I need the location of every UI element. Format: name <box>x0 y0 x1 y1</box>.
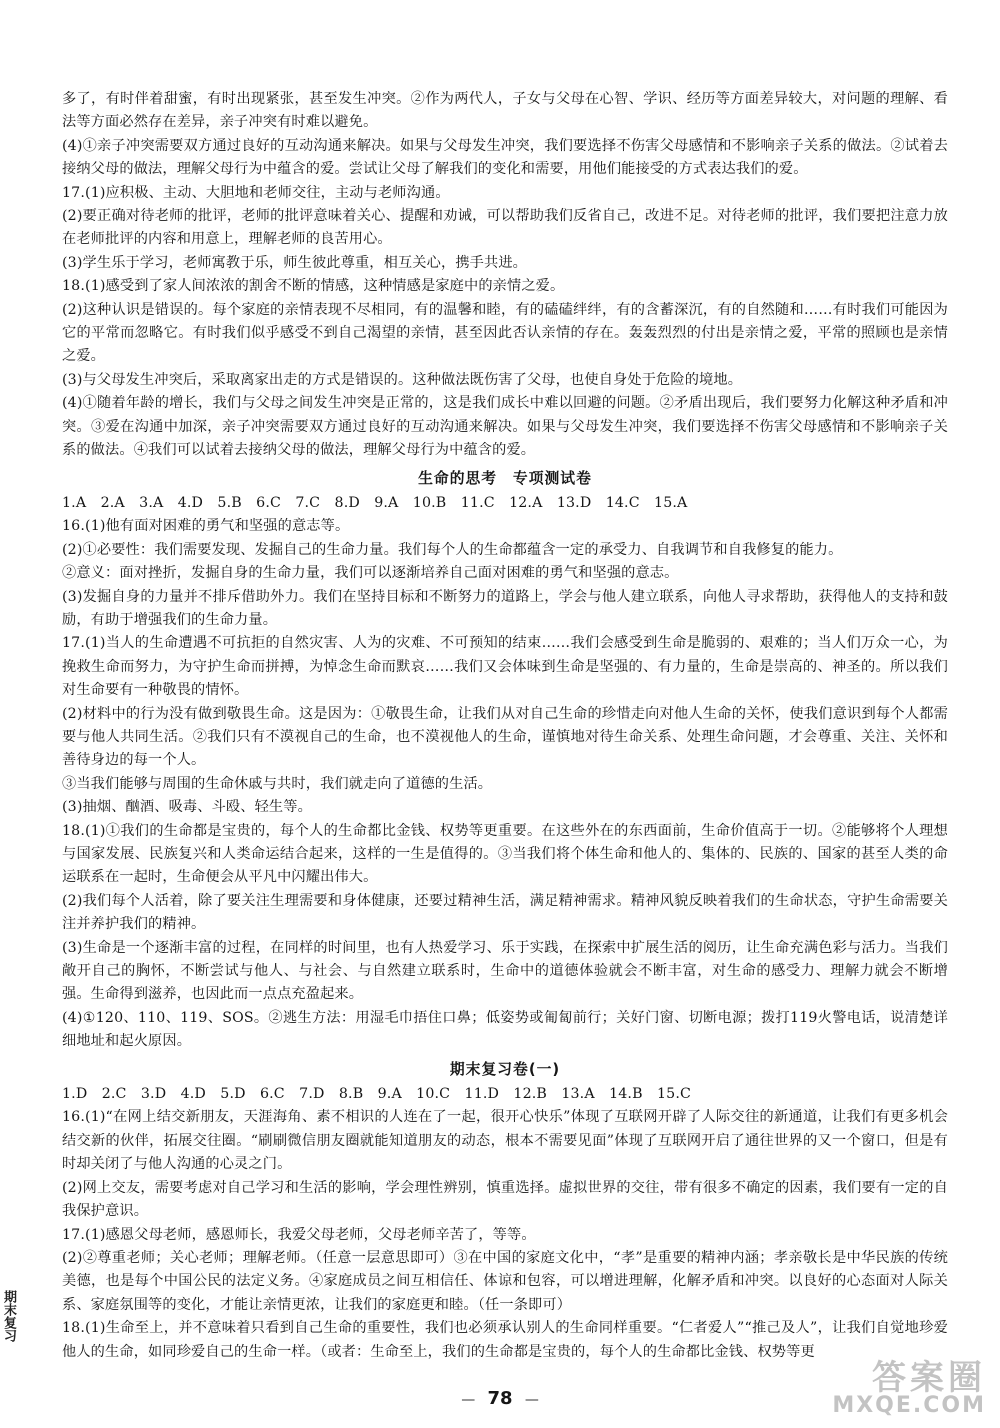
paragraph: 17.(1)当人的生命遭遇不可抗拒的自然灾害、人为的灾难、不可预知的结束……我们会感受到生命是脆弱的、艰难的；当人们万众一心，为挽救生命而努力，为守护生命而拼搏，为悼念生命而默哀……我们又会体味到生命是坚强的、有力量的，生命是崇高的、神圣的。所以我们对生命要有一种敬畏的情怀。 <box>62 635 948 699</box>
watermark-text: 答案圈 <box>872 1358 986 1398</box>
multiple-choice-answers: 1.D 2.C 3.D 4.D 5.D 6.C 7.D 8.B 9.A 10.C 11.D 12.B 13.A 14.B 15.C <box>62 1086 692 1103</box>
paragraph: (2)网上交友，需要考虑对自己学习和生活的影响，学会理性辨别，慎重选择。虚拟世界的交往，带有很多不确定的因素，我们要有一定的自我保护意识。 <box>62 1179 948 1220</box>
paragraph: 18.(1)①我们的生命都是宝贵的，每个人的生命都比金钱、权势等更重要。在这些外在的东西面前，生命价值高于一切。②能够将个人理想与国家发展、民族复兴和人类命运结合起来，这样的一生是值得的。③当我们将个体生命和他人的、集体的、民族的、国家的甚至人类的命运联系在一起时，生命便会从平凡中闪耀出伟大。 <box>62 822 948 886</box>
paragraph: 17.(1)应积极、主动、大胆地和老师交往，主动与老师沟通。 <box>62 184 450 201</box>
paragraph: (2)②尊重老师；关心老师；理解老师。（任意一层意思即可）③在中国的家庭文化中，“孝”是重要的精神内涵；孝亲敬长是中华民族的传统美德，也是每个中国公民的法定义务。④家庭成员之间互相信任、体谅和包容，可以增进理解，化解矛盾和冲突。以良好的心态面对人际关系、家庭氛围等的变化，才能让亲情更浓，让我们的家庭更和睦。（任一条即可） <box>62 1249 948 1313</box>
paragraph: (3)与父母发生冲突后，采取离家出走的方式是错误的。这种做法既伤害了父母，也使自身处于危险的境地。 <box>62 371 743 388</box>
paragraph: (2)要正确对待老师的批评，老师的批评意味着关心、提醒和劝诫，可以帮助我们反省自己，改进不足。对待老师的批评，我们要把注意力放在老师批评的内容和用意上，理解老师的良苦用心。 <box>62 208 948 248</box>
paragraph: 18.(1)生命至上，并不意味着只看到自己生命的重要性，我们也必须承认别人的生命同样重要。“仁者爱人”“推己及人”，让我们自觉地珍爱他人的生命，如同珍爱自己的生命一样。（或者：生命至上，我们的生命都是宝贵的，每个人的生命都比金钱、权势等更 <box>62 1320 948 1360</box>
page-dash-left: — <box>461 1392 476 1408</box>
page-dash-right: — <box>524 1392 539 1408</box>
paragraph: 18.(1)感受到了家人间浓浓的割舍不断的情感，这种情感是家庭中的亲情之爱。 <box>62 278 565 295</box>
section-title: 生命的思考 专项测试卷 <box>418 469 592 487</box>
paragraph: (4)①随着年龄的增长，我们与父母之间发生冲突是正常的，这是我们成长中难以回避的问题。②矛盾出现后，我们要努力化解这种矛盾和冲突。③爱在沟通中加深，亲子冲突需要双方通过良好的互动沟通来解决。如果与父母发生冲突，我们要选择不伤害父母感情和不影响亲子关系的做法。④我们可以试着去接纳父母的做法，理解父母行为中蕴含的爱。 <box>62 395 948 459</box>
side-tab-label: 期末复习 <box>1 1290 16 1342</box>
paragraph: (3)生命是一个逐渐丰富的过程，在同样的时间里，也有人热爱学习、乐于实践，在探索中扩展生活的阅历，让生命充满色彩与活力。当我们敞开自己的胸怀，不断尝试与他人、与社会、与自然建立联系时，生命中的道德体验就会不断丰富，对生命的感受力、理解力就会不断增强。生命得到滋养，也因此而一点点充盈起来。 <box>62 939 948 1003</box>
paragraph: (2)材料中的行为没有做到敬畏生命。这是因为：①敬畏生命，让我们从对自己生命的珍惜走向对他人生命的关怀，使我们意识到每个人都需要与他人共同生活。②我们只有不漠视自己的生命，也不漠视他人的生命，谨慎地对待生命关系、处理生命问题，才会尊重、关注、关怀和善待身边的每一个人。 <box>62 705 948 769</box>
paragraph: (2)我们每个人活着，除了要关注生理需要和身体健康，还要过精神生活，满足精神需求。精神风貌反映着我们的生命状态，守护生命需要关注并养护我们的精神。 <box>62 892 948 933</box>
paragraph: (3)发掘自身的力量并不排斥借助外力。我们在坚持目标和不断努力的道路上，学会与他人建立联系，向他人寻求帮助，获得他人的支持和鼓励，有助于增强我们的生命力量。 <box>62 588 948 628</box>
paragraph: (3)抽烟、酗酒、吸毒、斗殴、轻生等。 <box>62 799 312 816</box>
paragraph: (2)①必要性：我们需要发现、发掘自己的生命力量。我们每个人的生命都蕴含一定的承受力、自我调节和自我修复的能力。 <box>62 541 843 558</box>
paragraph: 多了，有时伴着甜蜜，有时出现紧张，甚至发生冲突。②作为两代人，子女与父母在心智、学识、经历等方面差异较大，对问题的理解、看法等方面必然存在差异，亲子冲突有时难以避免。 <box>62 91 948 131</box>
paragraph: ③当我们能够与周围的生命休戚与共时，我们就走向了道德的生活。 <box>62 775 493 792</box>
paragraph: (3)学生乐于学习，老师寓教于乐，师生彼此尊重，相互关心，携手共进。 <box>62 254 528 271</box>
paragraph: 16.(1)“在网上结交新朋友，天涯海角、素不相识的人连在了一起，很开心快乐”体现了互联网开辟了人际交往的新通道，让我们有更多机会结交新的伙伴，拓展交往圈。“刷刷微信朋友圈就能知道朋友的动态，根本不需要见面”体现了互联网开启了通往世界的又一个窗口，但是有时却关闭了与他人沟通的心灵之门。 <box>62 1109 948 1173</box>
paragraph: (4)①120、110、119、SOS。②逃生方法：用湿毛巾捂住口鼻；低姿势或匍匐前行；关好门窗、切断电源；拨打119火警电话，说清楚详细地址和起火原因。 <box>62 1009 948 1050</box>
paragraph: (4)①亲子冲突需要双方通过良好的互动沟通来解决。如果与父母发生冲突，我们要选择不伤害父母感情和不影响亲子关系的做法。②试着去接纳父母的做法，理解父母行为中蕴含的爱。尝试让父母了解我们的变化和需要，用他们能接受的方式表达我们的爱。 <box>62 137 948 178</box>
paragraph: 16.(1)他有面对困难的勇气和坚强的意志等。 <box>62 518 350 535</box>
page-number: 78 <box>487 1388 513 1409</box>
paragraph: 17.(1)感恩父母老师，感恩师长，我爱父母老师，父母老师辛苦了，等等。 <box>62 1226 536 1243</box>
section-title: 期末复习卷(一) <box>449 1060 561 1078</box>
watermark-logo <box>814 1350 986 1418</box>
paragraph: (2)这种认识是错误的。每个家庭的亲情表现不尽相同，有的温馨和睦，有的磕磕绊绊，有的含蓄深沉，有的自然随和……有时我们可能因为它的平常而忽略它。有时我们似乎感受不到自己渴望的亲情，甚至因此否认亲情的存在。轰轰烈烈的付出是亲情之爱，平常的照顾也是亲情之爱。 <box>62 301 948 365</box>
answer-key-content <box>62 88 948 1364</box>
watermark-domain: MXQE.COM <box>832 1393 986 1418</box>
paragraph: ②意义：面对挫折，发掘自身的生命力量，我们可以逐渐培养自己面对困难的勇气和坚强的意志。 <box>62 565 679 582</box>
multiple-choice-answers: 1.A 2.A 3.A 4.D 5.B 6.C 7.C 8.D 9.A 10.B 11.C 12.A 13.D 14.C 15.A <box>62 494 688 511</box>
